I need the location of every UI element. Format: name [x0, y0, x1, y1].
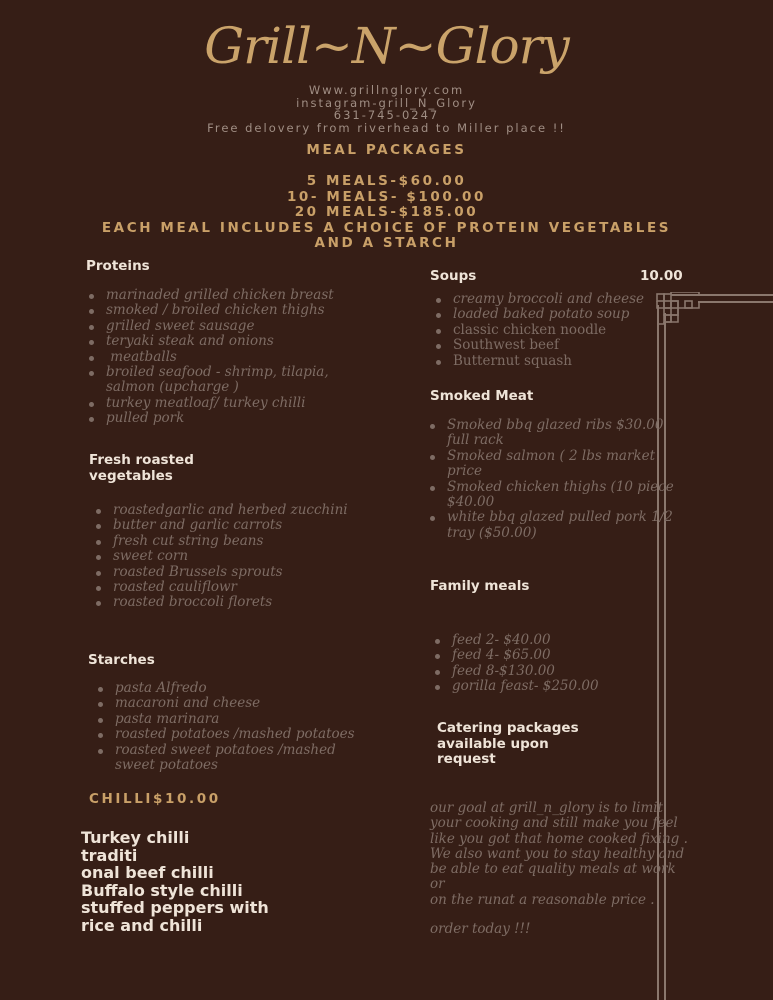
list-item: teryaki steak and onions: [86, 334, 346, 349]
catering-note: [437, 721, 579, 768]
about-line: We also want you to stay healthy and: [430, 845, 685, 862]
list-item: Butternut squash: [433, 354, 653, 369]
list-item: gorilla feast- $250.00: [432, 679, 652, 694]
starches-list: [95, 681, 357, 773]
list-item: butter and garlic carrots: [93, 518, 363, 533]
about-line: like you got that home cooked fixing .: [430, 830, 688, 847]
smoked-meat-list: [427, 418, 677, 541]
package-5-meals: 5 MEALS-$60.00: [306, 173, 467, 189]
chilli-item: rice and chilli: [81, 915, 203, 935]
contact-info: [0, 84, 773, 134]
about-paragraph: [430, 801, 690, 908]
catering-line: available upon: [437, 735, 549, 752]
vegetables-list: [93, 503, 363, 611]
about-line: your cooking and still make you feel: [430, 815, 678, 832]
list-item: classic chicken noodle: [433, 323, 653, 338]
order-today-text: order today !!!: [430, 921, 531, 937]
list-item: pulled pork: [86, 411, 346, 426]
about-line: our goal at grill_n_glory is to limit: [430, 800, 664, 816]
chilli-item: Buffalo style chilli: [81, 880, 243, 900]
restaurant-title: Grill~N~Glory: [204, 17, 569, 75]
vegetables-heading-line1: Fresh roasted: [89, 452, 194, 468]
chilli-item: traditi: [81, 845, 138, 865]
package-10-meals: 10- MEALS- $100.00: [286, 188, 487, 205]
list-item: creamy broccoli and cheese: [433, 292, 653, 307]
list-item: feed 2- $40.00: [432, 633, 652, 648]
proteins-heading: Proteins: [86, 258, 150, 274]
soups-price: 10.00: [640, 268, 683, 284]
chilli-item: Turkey chilli: [81, 828, 190, 847]
chilli-heading: CHILLI$10.00: [89, 791, 221, 807]
family-meals-list: [432, 633, 652, 695]
list-item: Southwest beef: [433, 338, 653, 353]
chilli-item: onal beef chilli: [81, 863, 214, 883]
proteins-list: [86, 288, 346, 427]
list-item: macaroni and cheese: [95, 696, 357, 711]
list-item: pasta marinara: [95, 712, 357, 727]
list-item: roasted potatoes /mashed potatoes: [95, 727, 357, 742]
border-line: [698, 301, 773, 303]
list-item: feed 4- $65.00: [432, 648, 652, 663]
soups-list: [433, 292, 653, 369]
vegetables-heading-line2: vegetables: [89, 468, 173, 484]
list-item: Smoked salmon ( 2 lbs market price: [427, 449, 677, 480]
website-text: Www.grillnglory.com: [308, 83, 465, 97]
spacer: [0, 159, 773, 175]
about-line: be able to eat quality meals at work or: [430, 861, 676, 893]
list-item: roasted Brussels sprouts: [93, 565, 363, 580]
list-item: roastedgarlic and herbed zucchini: [93, 503, 363, 518]
starches-heading: Starches: [88, 652, 155, 668]
family-meals-heading: Family meals: [430, 578, 530, 594]
vegetables-heading: [89, 452, 194, 484]
list-item: roasted broccoli florets: [93, 595, 363, 610]
list-item: marinaded grilled chicken breast: [86, 288, 346, 303]
list-item: roasted sweet potatoes /mashed sweet potatoes: [95, 743, 357, 774]
about-line: on the runat a reasonable price .: [430, 891, 655, 908]
package-20-meals: 20 MEALS-$185.00: [294, 204, 479, 220]
list-item: broiled seafood - shrimp, tilapia, salmon (upcharge ): [86, 365, 346, 396]
list-item: grilled sweet sausage: [86, 319, 346, 334]
list-item: fresh cut string beans: [93, 534, 363, 549]
list-item: feed 8-$130.00: [432, 664, 652, 679]
list-item: white bbq glazed pulled pork 1/2 tray ($50.00): [427, 510, 677, 541]
chilli-list: [81, 829, 269, 935]
catering-line: Catering packages: [437, 720, 579, 736]
soups-heading: Soups: [430, 268, 477, 284]
instagram-text: instagram-grill_N_Glory: [296, 95, 477, 110]
list-item: sweet corn: [93, 549, 363, 564]
list-item: Smoked bbq glazed ribs $30.00 full rack: [427, 418, 677, 449]
list-item: turkey meatloaf/ turkey chilli: [86, 396, 346, 411]
list-item: loaded baked potato soup: [433, 307, 653, 322]
smoked-meat-heading: Smoked Meat: [430, 388, 534, 404]
list-item: smoked / broiled chicken thighs: [86, 303, 346, 318]
list-item: Smoked chicken thighs (10 piece $40.00: [427, 480, 677, 511]
phone-text: 631-745-0247: [333, 108, 440, 122]
package-note-line2: AND A STARCH: [314, 235, 459, 251]
list-item: roasted cauliflowr: [93, 580, 363, 595]
list-item: pasta Alfredo: [95, 681, 357, 696]
meal-packages-heading: MEAL PACKAGES: [306, 142, 467, 158]
package-note-line1: EACH MEAL INCLUDES A CHOICE OF PROTEIN VEGETABLES: [101, 219, 672, 236]
celtic-knot-corner-icon: [655, 292, 705, 332]
chilli-item: stuffed peppers with: [81, 898, 269, 918]
list-item: meatballs: [86, 350, 346, 365]
catering-line: request: [437, 751, 496, 767]
delivery-text: Free delovery from riverhead to Miller place !!: [207, 120, 566, 135]
meal-packages: [0, 143, 773, 252]
